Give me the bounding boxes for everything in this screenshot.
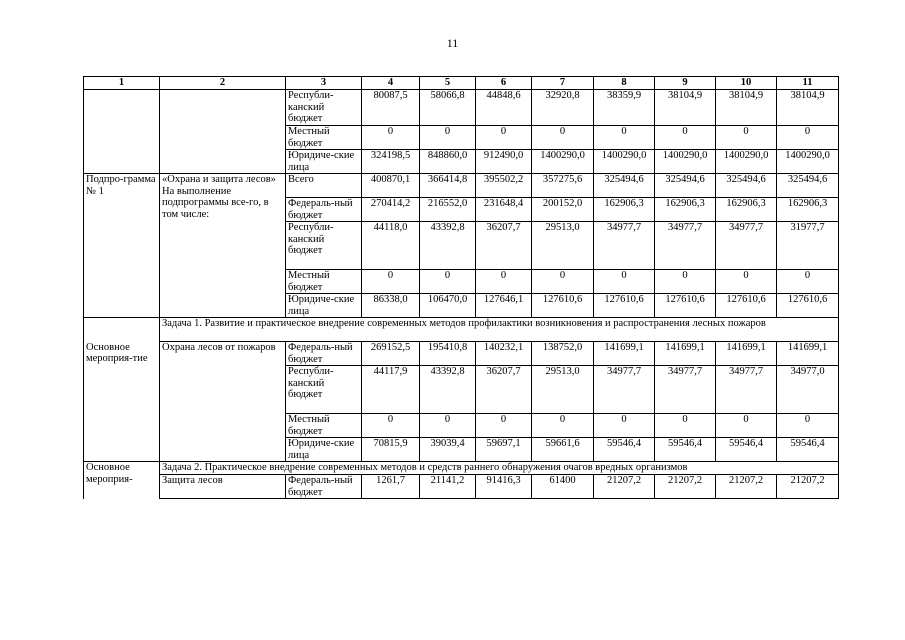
value-cell: 140232,1	[476, 342, 532, 366]
value-cell: 0	[594, 270, 655, 294]
value-cell: 21207,2	[777, 475, 839, 499]
value-cell: 59546,4	[655, 438, 716, 462]
measure-label: Основное мероприя-	[84, 462, 160, 499]
value-cell: 1400290,0	[777, 150, 839, 174]
value-cell: 325494,6	[777, 174, 839, 198]
funding-source: Юридиче-ские лица	[286, 438, 362, 462]
value-cell: 0	[420, 414, 476, 438]
value-cell: 1400290,0	[594, 150, 655, 174]
value-cell: 0	[476, 270, 532, 294]
value-cell: 44118,0	[362, 222, 420, 270]
value-cell: 39039,4	[420, 438, 476, 462]
value-cell: 91416,3	[476, 475, 532, 499]
value-cell: 127610,6	[777, 294, 839, 318]
value-cell: 325494,6	[655, 174, 716, 198]
value-cell: 34977,7	[655, 222, 716, 270]
value-cell: 36207,7	[476, 366, 532, 414]
task-row	[84, 462, 839, 475]
program-label-cell	[84, 90, 160, 174]
value-cell: 0	[362, 126, 420, 150]
value-cell: 195410,8	[420, 342, 476, 366]
value-cell: 29513,0	[532, 366, 594, 414]
value-cell: 0	[532, 270, 594, 294]
value-cell: 43392,8	[420, 366, 476, 414]
table-row	[84, 174, 839, 198]
value-cell: 912490,0	[476, 150, 532, 174]
value-cell: 0	[532, 414, 594, 438]
value-cell: 44117,9	[362, 366, 420, 414]
value-cell: 44848,6	[476, 90, 532, 126]
header-cell: 10	[716, 77, 777, 90]
header-cell: 1	[84, 77, 160, 90]
value-cell: 61400	[532, 475, 594, 499]
value-cell: 0	[777, 270, 839, 294]
value-cell: 58066,8	[420, 90, 476, 126]
value-cell: 0	[362, 414, 420, 438]
value-cell: 141699,1	[777, 342, 839, 366]
value-cell: 21207,2	[655, 475, 716, 499]
value-cell: 34977,7	[594, 366, 655, 414]
value-cell: 59546,4	[716, 438, 777, 462]
value-cell: 162906,3	[594, 198, 655, 222]
value-cell: 324198,5	[362, 150, 420, 174]
value-cell: 127610,6	[532, 294, 594, 318]
subprogram-name: «Охрана и защита лесов» На выполнение подпрограммы все-го, в том числе:	[160, 174, 286, 318]
header-cell: 3	[286, 77, 362, 90]
value-cell: 400870,1	[362, 174, 420, 198]
value-cell: 43392,8	[420, 222, 476, 270]
header-cell: 8	[594, 77, 655, 90]
value-cell: 270414,2	[362, 198, 420, 222]
value-cell: 0	[777, 414, 839, 438]
value-cell: 21141,2	[420, 475, 476, 499]
value-cell: 86338,0	[362, 294, 420, 318]
table-row	[84, 475, 839, 499]
value-cell: 127610,6	[655, 294, 716, 318]
value-cell: 0	[655, 270, 716, 294]
value-cell: 38104,9	[655, 90, 716, 126]
value-cell: 1400290,0	[716, 150, 777, 174]
budget-table	[83, 76, 839, 499]
funding-source: Юридиче-ские лица	[286, 150, 362, 174]
value-cell: 357275,6	[532, 174, 594, 198]
measure-name: Охрана лесов от пожаров	[160, 342, 286, 462]
value-cell: 0	[532, 126, 594, 150]
value-cell: 0	[655, 414, 716, 438]
value-cell: 366414,8	[420, 174, 476, 198]
value-cell: 0	[655, 126, 716, 150]
value-cell: 34977,7	[716, 222, 777, 270]
funding-source: Республи-канский бюджет	[286, 222, 362, 270]
value-cell: 59697,1	[476, 438, 532, 462]
table-row	[84, 90, 839, 126]
value-cell: 395502,2	[476, 174, 532, 198]
value-cell: 21207,2	[594, 475, 655, 499]
value-cell: 325494,6	[594, 174, 655, 198]
funding-source: Местный бюджет	[286, 126, 362, 150]
value-cell: 141699,1	[716, 342, 777, 366]
value-cell: 36207,7	[476, 222, 532, 270]
value-cell: 0	[594, 414, 655, 438]
measure-name: Защита лесов	[160, 475, 286, 499]
value-cell: 59661,6	[532, 438, 594, 462]
header-cell: 11	[777, 77, 839, 90]
value-cell: 162906,3	[655, 198, 716, 222]
funding-source: Юридиче-ские лица	[286, 294, 362, 318]
value-cell: 34977,7	[594, 222, 655, 270]
value-cell: 106470,0	[420, 294, 476, 318]
value-cell: 848860,0	[420, 150, 476, 174]
value-cell: 231648,4	[476, 198, 532, 222]
value-cell: 70815,9	[362, 438, 420, 462]
value-cell: 1261,7	[362, 475, 420, 499]
value-cell: 0	[476, 126, 532, 150]
value-cell: 0	[362, 270, 420, 294]
subprogram-label: Подпро-грамма № 1	[84, 174, 160, 318]
funding-source: Федераль-ный бюджет	[286, 342, 362, 366]
header-cell: 6	[476, 77, 532, 90]
task-row	[84, 318, 839, 342]
page-number: 11	[446, 36, 459, 50]
value-cell: 34977,7	[716, 366, 777, 414]
value-cell: 127610,6	[594, 294, 655, 318]
program-name-cell	[160, 90, 286, 174]
value-cell: 141699,1	[594, 342, 655, 366]
header-cell: 5	[420, 77, 476, 90]
value-cell: 34977,0	[777, 366, 839, 414]
funding-source: Федераль-ный бюджет	[286, 475, 362, 499]
funding-source: Республи-канский бюджет	[286, 366, 362, 414]
value-cell: 21207,2	[716, 475, 777, 499]
value-cell: 127610,6	[716, 294, 777, 318]
value-cell: 59546,4	[594, 438, 655, 462]
value-cell: 325494,6	[716, 174, 777, 198]
value-cell: 0	[420, 126, 476, 150]
value-cell: 127646,1	[476, 294, 532, 318]
value-cell: 0	[594, 126, 655, 150]
header-cell: 4	[362, 77, 420, 90]
value-cell: 38104,9	[777, 90, 839, 126]
measure-label: Основное мероприя-тие	[84, 342, 160, 462]
value-cell: 162906,3	[777, 198, 839, 222]
value-cell: 0	[777, 126, 839, 150]
value-cell: 216552,0	[420, 198, 476, 222]
value-cell: 59546,4	[777, 438, 839, 462]
value-cell: 38359,9	[594, 90, 655, 126]
funding-source: Республи-канский бюджет	[286, 90, 362, 126]
value-cell: 0	[420, 270, 476, 294]
value-cell: 141699,1	[655, 342, 716, 366]
header-cell: 9	[655, 77, 716, 90]
value-cell: 0	[476, 414, 532, 438]
value-cell: 0	[716, 270, 777, 294]
value-cell: 34977,7	[655, 366, 716, 414]
table-row	[84, 342, 839, 366]
value-cell: 1400290,0	[655, 150, 716, 174]
header-cell: 2	[160, 77, 286, 90]
value-cell: 29513,0	[532, 222, 594, 270]
value-cell: 1400290,0	[532, 150, 594, 174]
value-cell: 0	[716, 126, 777, 150]
value-cell: 80087,5	[362, 90, 420, 126]
value-cell: 200152,0	[532, 198, 594, 222]
task-1-text: Задача 1. Развитие и практическое внедрение современных методов профилактики возникновения и распространения лесных пожаров	[160, 318, 839, 342]
task-label-cell	[84, 318, 160, 342]
header-row	[84, 77, 839, 90]
value-cell: 0	[716, 414, 777, 438]
funding-source: Всего	[286, 174, 362, 198]
header-cell: 7	[532, 77, 594, 90]
value-cell: 38104,9	[716, 90, 777, 126]
value-cell: 269152,5	[362, 342, 420, 366]
funding-source: Местный бюджет	[286, 414, 362, 438]
funding-source: Федераль-ный бюджет	[286, 198, 362, 222]
value-cell: 31977,7	[777, 222, 839, 270]
task-2-text: Задача 2. Практическое внедрение современных методов и средств раннего обнаружения очагов вредных организмов	[160, 462, 839, 475]
funding-source: Местный бюджет	[286, 270, 362, 294]
value-cell: 162906,3	[716, 198, 777, 222]
value-cell: 138752,0	[532, 342, 594, 366]
value-cell: 32920,8	[532, 90, 594, 126]
